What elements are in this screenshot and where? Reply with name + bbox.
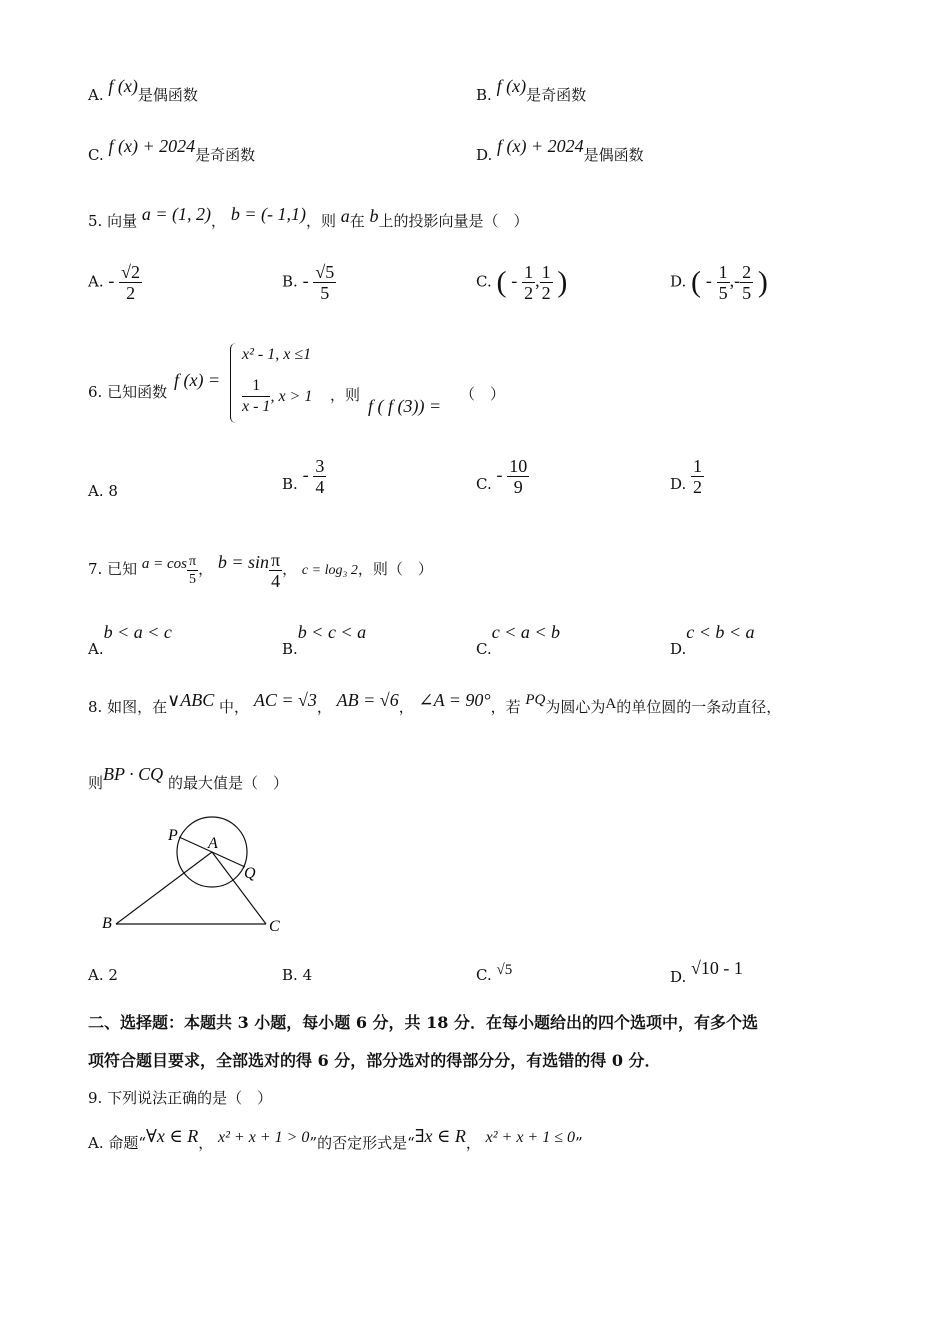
q8-option-d: D. √10 - 1 bbox=[670, 958, 743, 986]
q5-option-a: A. - $\frac{√2}{2}$ bbox=[88, 262, 141, 303]
q9-stem: 9. 下列说法正确的是（ ） bbox=[88, 1089, 273, 1107]
q8-option-b: B. 4 bbox=[282, 966, 313, 984]
side-ab bbox=[116, 852, 212, 924]
q7-option-a: A.b < a < c bbox=[88, 622, 172, 658]
q6-option-b: B. - $\frac{3}{4}$ bbox=[282, 456, 325, 497]
q6-mid: ，则 bbox=[330, 386, 361, 404]
q6-ffx: f ( f (3)) = bbox=[368, 396, 442, 416]
q8-stem: 8. 如图，在∨ABC 中， AC = √3， AB = √6， ∠A = 90°，若 PQ为圆心为A的单位圆的一条动直径， bbox=[88, 690, 782, 716]
label-b: B bbox=[102, 915, 112, 932]
q7-option-d: D.c < b < a bbox=[670, 622, 755, 658]
q4-option-b: B. f (x)是奇函数 bbox=[476, 76, 587, 104]
q6-case1: x² - 1, x ≤1 bbox=[242, 346, 312, 363]
section-2-title: 二、选择题：本题共 3 小题，每小题 6 分，共 18 分．在每小题给出的四个选项中，有多个选 bbox=[88, 1013, 758, 1032]
q8-option-a: A. 2 bbox=[88, 966, 118, 984]
section-2-title-line2: 项符合题目要求，全部选对的得 6 分，部分选对的得部分分，有选错的得 0 分． bbox=[88, 1051, 661, 1070]
q8-figure bbox=[96, 812, 296, 942]
q6-option-d: D. $\frac{1}{2}$ bbox=[670, 456, 703, 497]
q5-option-d: D. ( - $\frac{1}{5}$ ,- $\frac{2}{5}$ ) bbox=[670, 262, 768, 303]
label-c: C bbox=[269, 918, 280, 935]
q6-tail: （ ） bbox=[460, 385, 506, 403]
q4-option-a: A. f (x)是偶函数 bbox=[88, 76, 198, 104]
q5-option-b: B. - $\frac{√5}{5}$ bbox=[282, 262, 335, 303]
label-p: P bbox=[168, 827, 178, 844]
q6-case2: $\frac{1}{x - 1}$ , x > 1 bbox=[242, 377, 313, 415]
label-a: A bbox=[208, 835, 218, 852]
q4-option-d: D. f (x) + 2024是偶函数 bbox=[476, 136, 644, 164]
q7-stem: 7. 已知 a = cos $\frac{\pi}{5}$ ， b = sin $\frac{\pi}{4}$ ， c = log₃ 2，则（ ） bbox=[88, 549, 433, 591]
q7-option-b: B.b < c < a bbox=[282, 622, 367, 658]
q6-option-c: C. - $\frac{10}{9}$ bbox=[476, 456, 528, 497]
q6-option-a: A. 8 bbox=[88, 482, 118, 500]
q8-option-c: C. √5 bbox=[476, 962, 513, 984]
q8-stem-line2: 则BP · CQ 的最大值是（ ） bbox=[88, 764, 288, 792]
q4-option-c: C. f (x) + 2024是奇函数 bbox=[88, 136, 256, 164]
side-ac bbox=[212, 852, 266, 924]
q6-num: 6. 已知函数 bbox=[88, 383, 168, 401]
q9-option-a: A. 命题“∀x ∈ R， x² + x + 1 > 0”的否定形式是“∃x ∈ R， x² + x + 1 ≤ 0” bbox=[88, 1126, 583, 1152]
q5-stem: 5. 向量 a = (1, 2)， b = (- 1,1)，则 a在 b上的投影向量是（ ） bbox=[88, 204, 529, 230]
q5-option-c: C. ( - $\frac{1}{2}$ , $\frac{1}{2}$ ) bbox=[476, 262, 568, 303]
q6-brace bbox=[230, 343, 237, 423]
q7-option-c: C.c < a < b bbox=[476, 622, 561, 658]
q6-fx: f (x) = bbox=[174, 370, 221, 390]
label-q: Q bbox=[244, 865, 256, 882]
